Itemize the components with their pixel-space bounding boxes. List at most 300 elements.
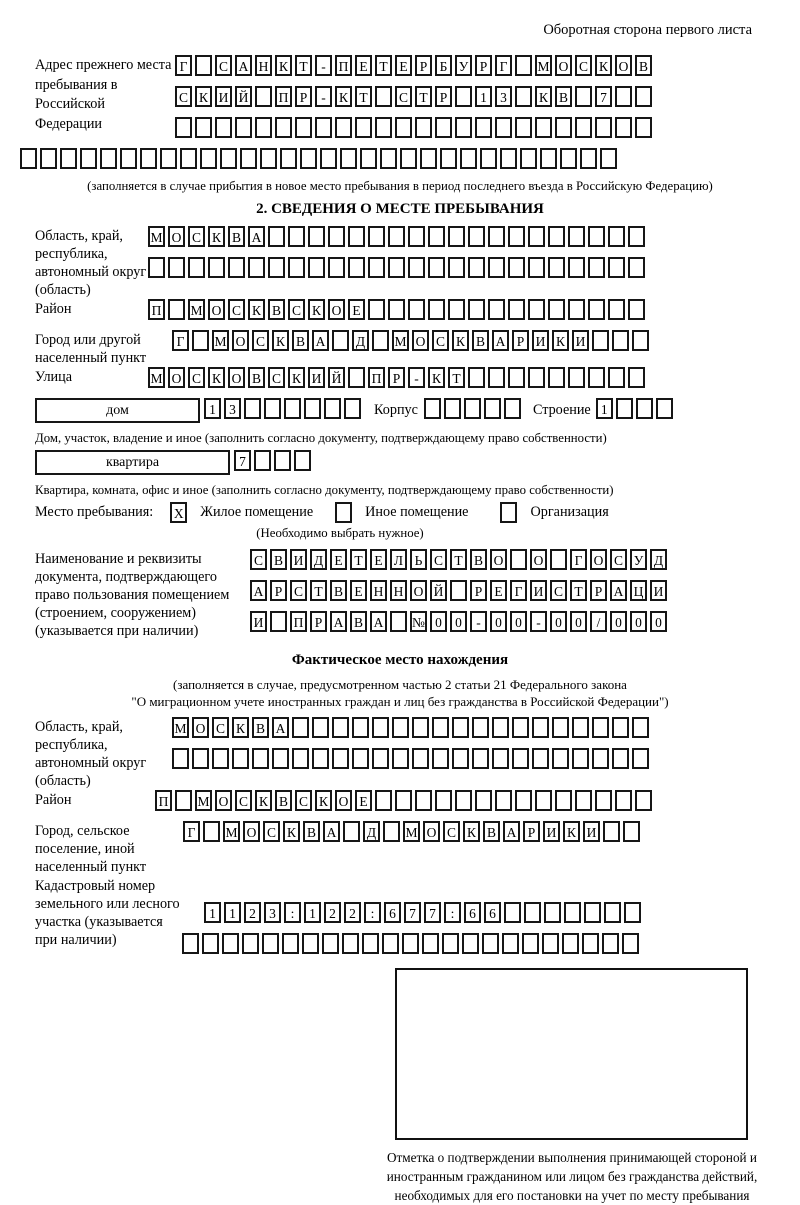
char-cell[interactable] xyxy=(420,148,437,169)
char-cell[interactable] xyxy=(362,933,379,954)
char-cell[interactable]: Г xyxy=(183,821,200,842)
char-cell[interactable]: 6 xyxy=(484,902,501,923)
char-cell[interactable]: С xyxy=(215,55,232,76)
char-cell[interactable]: К xyxy=(275,55,292,76)
char-cell[interactable] xyxy=(232,748,249,769)
char-cell[interactable]: Т xyxy=(570,580,587,601)
char-cell[interactable]: - xyxy=(530,611,547,632)
char-cell[interactable] xyxy=(332,717,349,738)
char-cell[interactable] xyxy=(588,367,605,388)
char-cell[interactable] xyxy=(200,148,217,169)
char-cell[interactable] xyxy=(355,117,372,138)
char-cell[interactable] xyxy=(632,748,649,769)
char-cell[interactable]: В xyxy=(472,330,489,351)
char-cell[interactable]: : xyxy=(444,902,461,923)
char-cell[interactable] xyxy=(428,299,445,320)
char-cell[interactable]: В xyxy=(248,367,265,388)
checkbox-zhiloe-pomeshchenie[interactable]: X xyxy=(170,502,187,523)
char-cell[interactable]: С xyxy=(228,299,245,320)
char-cell[interactable]: К xyxy=(552,330,569,351)
char-cell[interactable]: К xyxy=(272,330,289,351)
char-cell[interactable]: С xyxy=(575,55,592,76)
char-cell[interactable] xyxy=(612,748,629,769)
char-cell[interactable]: 0 xyxy=(650,611,667,632)
char-cell[interactable] xyxy=(580,148,597,169)
char-cell[interactable]: И xyxy=(543,821,560,842)
char-cell[interactable] xyxy=(568,226,585,247)
char-cell[interactable]: Р xyxy=(435,86,452,107)
char-cell[interactable] xyxy=(308,226,325,247)
char-cell[interactable] xyxy=(468,299,485,320)
char-cell[interactable] xyxy=(616,398,633,419)
char-cell[interactable]: 1 xyxy=(596,398,613,419)
char-cell[interactable]: А xyxy=(272,717,289,738)
char-cell[interactable] xyxy=(395,117,412,138)
char-cell[interactable]: Т xyxy=(415,86,432,107)
char-cell[interactable]: Е xyxy=(350,580,367,601)
char-cell[interactable]: О xyxy=(490,549,507,570)
char-cell[interactable] xyxy=(260,148,277,169)
char-cell[interactable]: А xyxy=(503,821,520,842)
char-cell[interactable] xyxy=(508,299,525,320)
char-cell[interactable] xyxy=(522,933,539,954)
char-cell[interactable] xyxy=(252,748,269,769)
char-cell[interactable]: Н xyxy=(255,55,272,76)
char-cell[interactable] xyxy=(195,55,212,76)
char-cell[interactable] xyxy=(348,226,365,247)
char-cell[interactable] xyxy=(215,117,232,138)
char-cell[interactable]: № xyxy=(410,611,427,632)
char-cell[interactable]: К xyxy=(195,86,212,107)
char-cell[interactable] xyxy=(450,580,467,601)
char-cell[interactable]: В xyxy=(270,549,287,570)
char-cell[interactable] xyxy=(408,299,425,320)
char-cell[interactable] xyxy=(552,748,569,769)
char-cell[interactable]: Г xyxy=(510,580,527,601)
char-cell[interactable] xyxy=(455,86,472,107)
char-cell[interactable] xyxy=(388,299,405,320)
char-cell[interactable] xyxy=(628,367,645,388)
char-cell[interactable]: 2 xyxy=(344,902,361,923)
char-cell[interactable]: О xyxy=(168,226,185,247)
char-cell[interactable]: 3 xyxy=(224,398,241,419)
char-cell[interactable]: Й xyxy=(235,86,252,107)
char-cell[interactable]: С xyxy=(290,580,307,601)
char-cell[interactable] xyxy=(320,148,337,169)
char-cell[interactable] xyxy=(515,86,532,107)
char-cell[interactable] xyxy=(254,450,271,471)
char-cell[interactable]: Т xyxy=(310,580,327,601)
char-cell[interactable] xyxy=(332,748,349,769)
char-cell[interactable] xyxy=(555,117,572,138)
char-cell[interactable] xyxy=(288,257,305,278)
char-cell[interactable]: В xyxy=(268,299,285,320)
char-cell[interactable] xyxy=(175,117,192,138)
char-cell[interactable] xyxy=(428,257,445,278)
char-cell[interactable]: С xyxy=(188,367,205,388)
char-cell[interactable]: М xyxy=(195,790,212,811)
char-cell[interactable] xyxy=(203,821,220,842)
char-cell[interactable] xyxy=(192,330,209,351)
char-cell[interactable] xyxy=(548,299,565,320)
char-cell[interactable]: М xyxy=(223,821,240,842)
char-cell[interactable] xyxy=(588,299,605,320)
char-cell[interactable]: К xyxy=(452,330,469,351)
char-cell[interactable]: 1 xyxy=(304,902,321,923)
char-cell[interactable] xyxy=(328,257,345,278)
char-cell[interactable]: 7 xyxy=(424,902,441,923)
char-cell[interactable] xyxy=(548,367,565,388)
char-cell[interactable]: 0 xyxy=(550,611,567,632)
char-cell[interactable] xyxy=(548,226,565,247)
char-cell[interactable] xyxy=(380,148,397,169)
char-cell[interactable] xyxy=(270,611,287,632)
char-cell[interactable] xyxy=(495,117,512,138)
char-cell[interactable]: В xyxy=(292,330,309,351)
char-cell[interactable] xyxy=(428,226,445,247)
char-cell[interactable] xyxy=(632,717,649,738)
char-cell[interactable] xyxy=(442,933,459,954)
char-cell[interactable]: А xyxy=(235,55,252,76)
char-cell[interactable]: Г xyxy=(175,55,192,76)
char-cell[interactable] xyxy=(60,148,77,169)
char-cell[interactable]: К xyxy=(308,299,325,320)
char-cell[interactable] xyxy=(488,367,505,388)
char-cell[interactable] xyxy=(335,117,352,138)
char-cell[interactable] xyxy=(148,257,165,278)
char-cell[interactable]: П xyxy=(368,367,385,388)
char-cell[interactable] xyxy=(588,257,605,278)
char-cell[interactable]: К xyxy=(248,299,265,320)
char-cell[interactable] xyxy=(390,611,407,632)
char-cell[interactable] xyxy=(515,55,532,76)
char-cell[interactable]: О xyxy=(590,549,607,570)
char-cell[interactable] xyxy=(472,717,489,738)
char-cell[interactable] xyxy=(368,257,385,278)
char-cell[interactable]: М xyxy=(392,330,409,351)
char-cell[interactable] xyxy=(480,148,497,169)
char-cell[interactable] xyxy=(482,933,499,954)
char-cell[interactable]: Ц xyxy=(630,580,647,601)
char-cell[interactable] xyxy=(175,790,192,811)
char-cell[interactable] xyxy=(328,226,345,247)
char-cell[interactable] xyxy=(508,226,525,247)
char-cell[interactable] xyxy=(512,717,529,738)
char-cell[interactable]: Й xyxy=(328,367,345,388)
char-cell[interactable]: А xyxy=(248,226,265,247)
char-cell[interactable] xyxy=(552,717,569,738)
char-cell[interactable] xyxy=(528,257,545,278)
char-cell[interactable] xyxy=(308,257,325,278)
char-cell[interactable] xyxy=(360,148,377,169)
char-cell[interactable]: 0 xyxy=(450,611,467,632)
char-cell[interactable]: С xyxy=(610,549,627,570)
char-cell[interactable] xyxy=(255,117,272,138)
char-cell[interactable] xyxy=(568,367,585,388)
char-cell[interactable]: А xyxy=(330,611,347,632)
char-cell[interactable] xyxy=(315,117,332,138)
char-cell[interactable]: В xyxy=(303,821,320,842)
char-cell[interactable]: : xyxy=(284,902,301,923)
char-cell[interactable]: - xyxy=(315,55,332,76)
char-cell[interactable] xyxy=(535,117,552,138)
char-cell[interactable] xyxy=(488,226,505,247)
char-cell[interactable]: Д xyxy=(363,821,380,842)
char-cell[interactable]: Р xyxy=(590,580,607,601)
char-cell[interactable]: 0 xyxy=(510,611,527,632)
char-cell[interactable]: А xyxy=(250,580,267,601)
char-cell[interactable] xyxy=(352,748,369,769)
char-cell[interactable]: 1 xyxy=(204,902,221,923)
char-cell[interactable] xyxy=(568,299,585,320)
char-cell[interactable]: М xyxy=(403,821,420,842)
char-cell[interactable]: С xyxy=(175,86,192,107)
char-cell[interactable] xyxy=(595,790,612,811)
char-cell[interactable]: 2 xyxy=(244,902,261,923)
char-cell[interactable] xyxy=(550,549,567,570)
char-cell[interactable] xyxy=(80,148,97,169)
char-cell[interactable] xyxy=(635,790,652,811)
char-cell[interactable] xyxy=(268,226,285,247)
char-cell[interactable]: О xyxy=(215,790,232,811)
char-cell[interactable] xyxy=(504,398,521,419)
char-cell[interactable]: Р xyxy=(388,367,405,388)
char-cell[interactable] xyxy=(312,748,329,769)
char-cell[interactable] xyxy=(608,257,625,278)
char-cell[interactable] xyxy=(492,748,509,769)
char-cell[interactable]: В xyxy=(555,86,572,107)
checkbox-organizatsiya[interactable] xyxy=(500,502,517,523)
char-cell[interactable] xyxy=(284,398,301,419)
char-cell[interactable]: А xyxy=(312,330,329,351)
char-cell[interactable]: Г xyxy=(172,330,189,351)
char-cell[interactable]: Р xyxy=(523,821,540,842)
char-cell[interactable] xyxy=(564,902,581,923)
char-cell[interactable]: С xyxy=(550,580,567,601)
char-cell[interactable] xyxy=(292,748,309,769)
char-cell[interactable] xyxy=(488,257,505,278)
char-cell[interactable] xyxy=(375,86,392,107)
char-cell[interactable] xyxy=(295,117,312,138)
char-cell[interactable] xyxy=(510,549,527,570)
char-cell[interactable]: Б xyxy=(435,55,452,76)
char-cell[interactable]: В xyxy=(228,226,245,247)
char-cell[interactable]: Р xyxy=(270,580,287,601)
char-cell[interactable] xyxy=(495,790,512,811)
char-cell[interactable] xyxy=(464,398,481,419)
char-cell[interactable] xyxy=(628,299,645,320)
char-cell[interactable] xyxy=(160,148,177,169)
char-cell[interactable] xyxy=(348,257,365,278)
char-cell[interactable] xyxy=(302,933,319,954)
char-cell[interactable]: И xyxy=(250,611,267,632)
char-cell[interactable] xyxy=(140,148,157,169)
char-cell[interactable] xyxy=(272,748,289,769)
char-cell[interactable] xyxy=(484,398,501,419)
char-cell[interactable]: - xyxy=(408,367,425,388)
char-cell[interactable] xyxy=(424,398,441,419)
char-cell[interactable]: : xyxy=(364,902,381,923)
char-cell[interactable] xyxy=(324,398,341,419)
char-cell[interactable] xyxy=(575,86,592,107)
char-cell[interactable] xyxy=(542,933,559,954)
char-cell[interactable] xyxy=(412,717,429,738)
char-cell[interactable] xyxy=(532,748,549,769)
char-cell[interactable] xyxy=(575,790,592,811)
char-cell[interactable]: О xyxy=(243,821,260,842)
char-cell[interactable] xyxy=(228,257,245,278)
char-cell[interactable]: В xyxy=(330,580,347,601)
char-cell[interactable]: К xyxy=(208,226,225,247)
char-cell[interactable] xyxy=(560,148,577,169)
char-cell[interactable] xyxy=(222,933,239,954)
char-cell[interactable]: Т xyxy=(450,549,467,570)
char-cell[interactable]: Н xyxy=(370,580,387,601)
char-cell[interactable] xyxy=(100,148,117,169)
char-cell[interactable] xyxy=(375,790,392,811)
char-cell[interactable] xyxy=(592,748,609,769)
char-cell[interactable] xyxy=(500,148,517,169)
char-cell[interactable]: К xyxy=(595,55,612,76)
char-cell[interactable] xyxy=(628,226,645,247)
char-cell[interactable] xyxy=(623,821,640,842)
char-cell[interactable] xyxy=(208,257,225,278)
char-cell[interactable]: К xyxy=(283,821,300,842)
char-cell[interactable]: О xyxy=(423,821,440,842)
char-cell[interactable] xyxy=(656,398,673,419)
char-cell[interactable] xyxy=(282,933,299,954)
char-cell[interactable] xyxy=(388,257,405,278)
char-cell[interactable]: Д xyxy=(352,330,369,351)
char-cell[interactable] xyxy=(532,717,549,738)
char-cell[interactable]: - xyxy=(315,86,332,107)
char-cell[interactable]: М xyxy=(188,299,205,320)
char-cell[interactable] xyxy=(472,748,489,769)
char-cell[interactable] xyxy=(455,117,472,138)
char-cell[interactable] xyxy=(568,257,585,278)
char-cell[interactable]: Д xyxy=(310,549,327,570)
char-cell[interactable] xyxy=(240,148,257,169)
char-cell[interactable]: 0 xyxy=(570,611,587,632)
char-cell[interactable]: С xyxy=(212,717,229,738)
checkbox-inoe-pomeshchenie[interactable] xyxy=(335,502,352,523)
char-cell[interactable] xyxy=(448,299,465,320)
char-cell[interactable] xyxy=(528,367,545,388)
char-cell[interactable] xyxy=(544,902,561,923)
char-cell[interactable]: 3 xyxy=(264,902,281,923)
char-cell[interactable]: Г xyxy=(495,55,512,76)
char-cell[interactable] xyxy=(455,790,472,811)
char-cell[interactable]: 7 xyxy=(404,902,421,923)
char-cell[interactable] xyxy=(202,933,219,954)
char-cell[interactable] xyxy=(368,226,385,247)
char-cell[interactable]: Ь xyxy=(410,549,427,570)
char-cell[interactable]: 1 xyxy=(224,902,241,923)
char-cell[interactable] xyxy=(548,257,565,278)
char-cell[interactable]: И xyxy=(215,86,232,107)
char-cell[interactable] xyxy=(180,148,197,169)
char-cell[interactable]: П xyxy=(290,611,307,632)
char-cell[interactable] xyxy=(540,148,557,169)
char-cell[interactable]: С xyxy=(268,367,285,388)
char-cell[interactable] xyxy=(182,933,199,954)
char-cell[interactable]: Л xyxy=(390,549,407,570)
char-cell[interactable] xyxy=(582,933,599,954)
char-cell[interactable]: К xyxy=(255,790,272,811)
char-cell[interactable] xyxy=(415,790,432,811)
char-cell[interactable]: К xyxy=(288,367,305,388)
char-cell[interactable] xyxy=(192,748,209,769)
char-cell[interactable] xyxy=(628,257,645,278)
char-cell[interactable]: 6 xyxy=(384,902,401,923)
char-cell[interactable] xyxy=(448,226,465,247)
char-cell[interactable] xyxy=(488,299,505,320)
char-cell[interactable]: Р xyxy=(470,580,487,601)
char-cell[interactable] xyxy=(262,933,279,954)
char-cell[interactable]: В xyxy=(350,611,367,632)
char-cell[interactable] xyxy=(312,717,329,738)
char-cell[interactable]: 3 xyxy=(495,86,512,107)
char-cell[interactable] xyxy=(372,748,389,769)
char-cell[interactable]: С xyxy=(430,549,447,570)
char-cell[interactable] xyxy=(636,398,653,419)
char-cell[interactable] xyxy=(392,748,409,769)
char-cell[interactable]: И xyxy=(530,580,547,601)
char-cell[interactable] xyxy=(235,117,252,138)
char-cell[interactable]: В xyxy=(470,549,487,570)
char-cell[interactable] xyxy=(492,717,509,738)
char-cell[interactable] xyxy=(248,257,265,278)
char-cell[interactable] xyxy=(460,148,477,169)
char-cell[interactable] xyxy=(372,717,389,738)
char-cell[interactable]: А xyxy=(492,330,509,351)
char-cell[interactable] xyxy=(528,299,545,320)
char-cell[interactable]: С xyxy=(250,549,267,570)
char-cell[interactable]: Р xyxy=(295,86,312,107)
char-cell[interactable]: О xyxy=(208,299,225,320)
char-cell[interactable]: В xyxy=(635,55,652,76)
char-cell[interactable] xyxy=(592,717,609,738)
char-cell[interactable] xyxy=(515,790,532,811)
char-cell[interactable]: 1 xyxy=(475,86,492,107)
char-cell[interactable]: О xyxy=(328,299,345,320)
char-cell[interactable]: Т xyxy=(350,549,367,570)
char-cell[interactable]: Р xyxy=(415,55,432,76)
char-cell[interactable]: Т xyxy=(295,55,312,76)
char-cell[interactable] xyxy=(168,257,185,278)
char-cell[interactable] xyxy=(615,117,632,138)
char-cell[interactable]: И xyxy=(532,330,549,351)
char-cell[interactable]: С xyxy=(252,330,269,351)
char-cell[interactable] xyxy=(343,821,360,842)
char-cell[interactable]: 0 xyxy=(490,611,507,632)
char-cell[interactable] xyxy=(475,790,492,811)
char-cell[interactable] xyxy=(440,148,457,169)
char-cell[interactable] xyxy=(595,117,612,138)
char-cell[interactable]: С xyxy=(263,821,280,842)
char-cell[interactable]: А xyxy=(323,821,340,842)
char-cell[interactable] xyxy=(588,226,605,247)
char-cell[interactable] xyxy=(264,398,281,419)
char-cell[interactable] xyxy=(408,257,425,278)
char-cell[interactable]: О xyxy=(168,367,185,388)
char-cell[interactable] xyxy=(572,717,589,738)
char-cell[interactable]: Е xyxy=(348,299,365,320)
char-cell[interactable]: Е xyxy=(370,549,387,570)
char-cell[interactable]: М xyxy=(212,330,229,351)
char-cell[interactable] xyxy=(422,933,439,954)
char-cell[interactable]: И xyxy=(290,549,307,570)
